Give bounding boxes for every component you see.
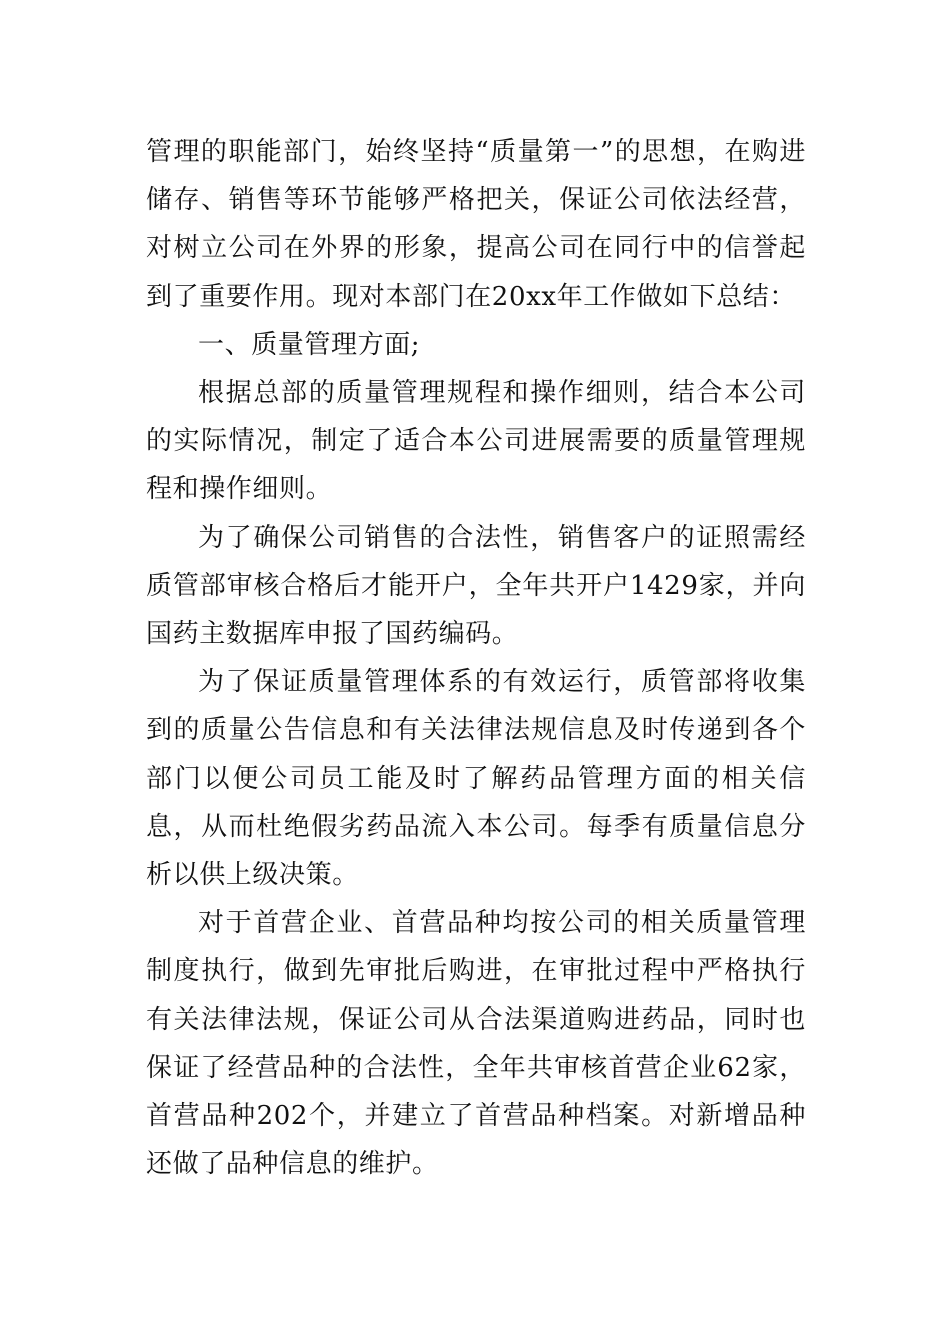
paragraph-intro: 管理的职能部门，始终坚持“质量第一”的思想，在购进储存、销售等环节能够严格把关，保证公司依法经营，对树立公司在外界的形象，提高公司在同行中的信誉起到了重要作用。现对本部门在20xx年工作做如下总结： — [146, 137, 806, 312]
paragraph-regulations: 根据总部的质量管理规程和操作细则，结合本公司的实际情况，制定了适合本公司进展需要的质量管理规程和操作细则。 — [146, 378, 806, 505]
paragraph-first-operation-review: 对于首营企业、首营品种均按公司的相关质量管理制度执行，做到先审批后购进，在审批过程中严格执行有关法律法规，保证公司从合法渠道购进药品，同时也保证了经营品种的合法性，全年共审核首营企业62家，首营品种202个，并建立了首营品种档案。对新增品种还做了品种信息的维护。 — [146, 908, 806, 1180]
document-body — [146, 128, 806, 1188]
section-heading-quality-management: 一、质量管理方面; — [198, 329, 421, 360]
paragraph-customer-accounts: 为了确保公司销售的合法性，销售客户的证照需经质管部审核合格后才能开户，全年共开户1429家，并向国药主数据库申报了国药编码。 — [146, 522, 806, 650]
paragraph-quality-information: 为了保证质量管理体系的有效运行，质管部将收集到的质量公告信息和有关法律法规信息及时传递到各个部门以便公司员工能及时了解药品管理方面的相关信息，从而杜绝假劣药品流入本公司。每季有质量信息分析以供上级决策。 — [146, 667, 806, 891]
